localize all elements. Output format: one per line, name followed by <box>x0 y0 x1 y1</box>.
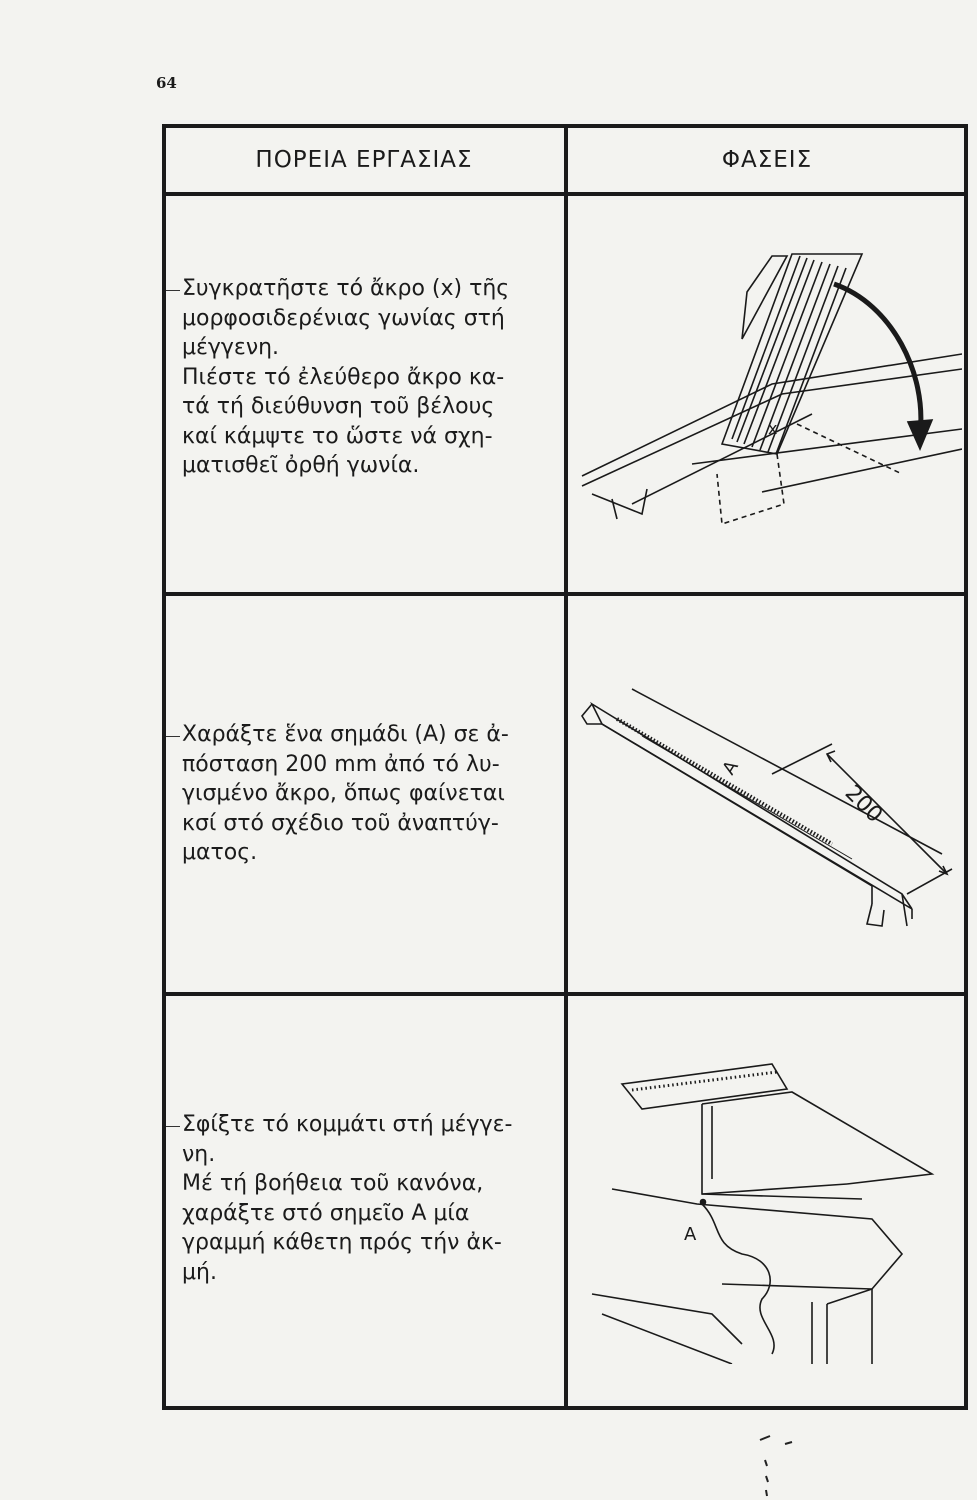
bullet-dash <box>166 1126 180 1127</box>
step-2-text: Χαράξτε ἕνα σημάδι (Α) σε ἀ- πόσταση 200 mm ἀπό τό λυ- γισμένο ἄκρο, ὅπως φαίνεται κσί στό σχέδιο τοῦ ἀναπτύγ- ματος. <box>182 722 509 865</box>
step-3-text: Σφίξτε τό κομμάτι στή μέγγε- νη. Μέ τή βοήθεια τοῦ κανόνα, χαράξτε στό σημεῖο Α μία γραμμή κάθετη πρός τήν ἀκ- μή. <box>182 1112 513 1285</box>
header-phases: ΦΑΣΕΙΣ <box>721 147 813 173</box>
step-2-marking-figure <box>572 664 962 984</box>
bullet-dash <box>166 290 180 291</box>
label-a: A <box>684 1224 697 1245</box>
header-work-procedure: ΠΟΡΕΙΑ ΕΡΓΑΣΙΑΣ <box>255 147 473 173</box>
step-1-text: Συγκρατῆστε τό ἄκρο (x) τῆς μορφοσιδερένιας γωνίας στή μέγγενη. Πιέστε τό ἐλεύθερο ἄκρο κα- τά τή διεύθυνση τοῦ βέλους καί κάμψτε το ὥστε νά σχη- ματισθεῖ ὀρθή γωνία. <box>182 276 510 478</box>
step-1-instructions <box>182 274 554 481</box>
step-3-instructions <box>182 1110 554 1287</box>
bullet-dash <box>166 736 180 737</box>
label-a: A <box>718 757 743 779</box>
step-2-instructions <box>182 720 554 868</box>
dimension-200: 200 <box>839 780 888 828</box>
procedure-table <box>162 124 968 1410</box>
label-x: x <box>768 419 778 438</box>
page-number: 64 <box>156 74 177 92</box>
step-1-bending-figure <box>572 244 962 544</box>
scan-marks <box>740 1420 940 1500</box>
step-3-square-line-figure <box>572 1044 962 1364</box>
